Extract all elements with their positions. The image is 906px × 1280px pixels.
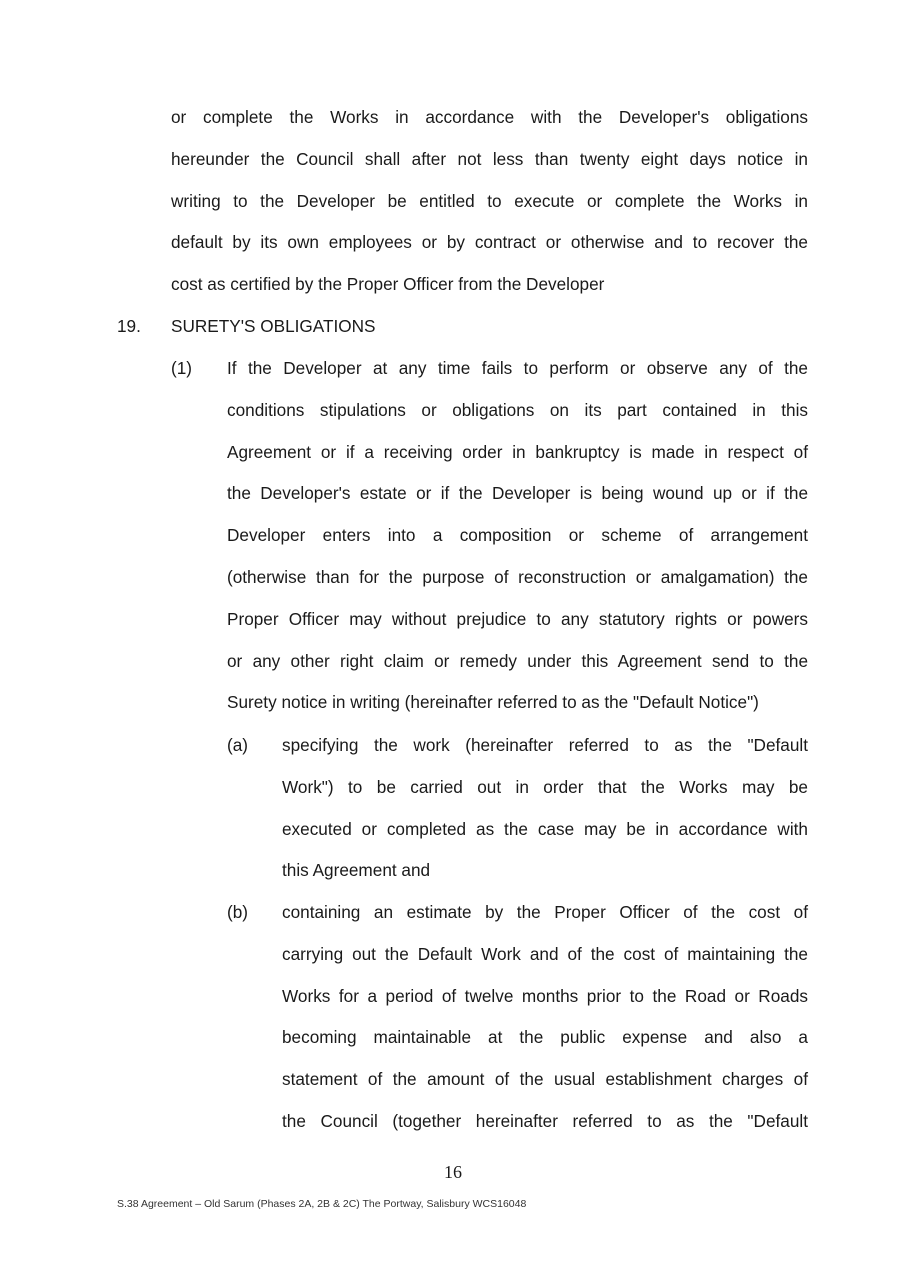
- text-line: hereunder the Council shall after not less than twenty eight days notice in: [171, 148, 808, 169]
- item-a-text: [282, 725, 808, 892]
- text-line: or complete the Works in accordance with the Developer's obligations: [171, 107, 808, 127]
- page-number: 16: [444, 1162, 462, 1182]
- item-number: (b): [227, 902, 249, 922]
- text-line: specifying the work (hereinafter referred to as the "Default: [282, 735, 808, 755]
- text-line: the Developer's estate or if the Developer is being wound up or if the: [227, 483, 808, 504]
- text-line: the Council (together hereinafter referred to as the "Default: [282, 1110, 808, 1131]
- text-line: containing an estimate by the Proper Officer of the cost of: [282, 902, 808, 922]
- text-line: conditions stipulations or obligations on its part contained in this: [227, 399, 808, 420]
- text-line: Agreement or if a receiving order in bankruptcy is made in respect of: [227, 441, 808, 462]
- document-footer: S.38 Agreement – Old Sarum (Phases 2A, 2B & 2C) The Portway, Salisbury WCS16048: [117, 1198, 527, 1210]
- text-line: cost as certified by the Proper Officer from the Developer: [171, 274, 605, 295]
- text-line: statement of the amount of the usual establishment charges of: [282, 1069, 808, 1090]
- text-line: this Agreement and: [282, 860, 431, 881]
- text-line: or any other right claim or remedy under this Agreement send to the: [227, 650, 808, 671]
- text-line: Surety notice in writing (hereinafter referred to as the "Default Notice"): [227, 692, 759, 713]
- subclause-number: (1): [171, 358, 193, 378]
- text-line: Work") to be carried out in order that the Works may be: [282, 776, 808, 797]
- text-line: default by its own employees or by contract or otherwise and to recover the: [171, 232, 808, 253]
- text-line: (otherwise than for the purpose of reconstruction or amalgamation) the: [227, 566, 808, 587]
- subclause-1-text: [227, 348, 808, 724]
- text-line: Proper Officer may without prejudice to any statutory rights or powers: [227, 608, 808, 629]
- item-b-text: [282, 892, 808, 1143]
- text-line: executed or completed as the case may be in accordance with: [282, 818, 808, 839]
- text-line: Works for a period of twelve months prior to the Road or Roads: [282, 985, 808, 1006]
- item-number: (a): [227, 735, 249, 755]
- intro-paragraph: [171, 97, 808, 306]
- text-line: writing to the Developer be entitled to execute or complete the Works in: [171, 190, 808, 211]
- clause-heading: SURETY'S OBLIGATIONS: [171, 316, 376, 336]
- text-line: If the Developer at any time fails to perform or observe any of the: [227, 358, 808, 378]
- clause-number: 19.: [117, 316, 141, 336]
- text-line: becoming maintainable at the public expense and also a: [282, 1027, 808, 1048]
- text-line: Developer enters into a composition or scheme of arrangement: [227, 525, 808, 546]
- text-line: carrying out the Default Work and of the cost of maintaining the: [282, 943, 808, 964]
